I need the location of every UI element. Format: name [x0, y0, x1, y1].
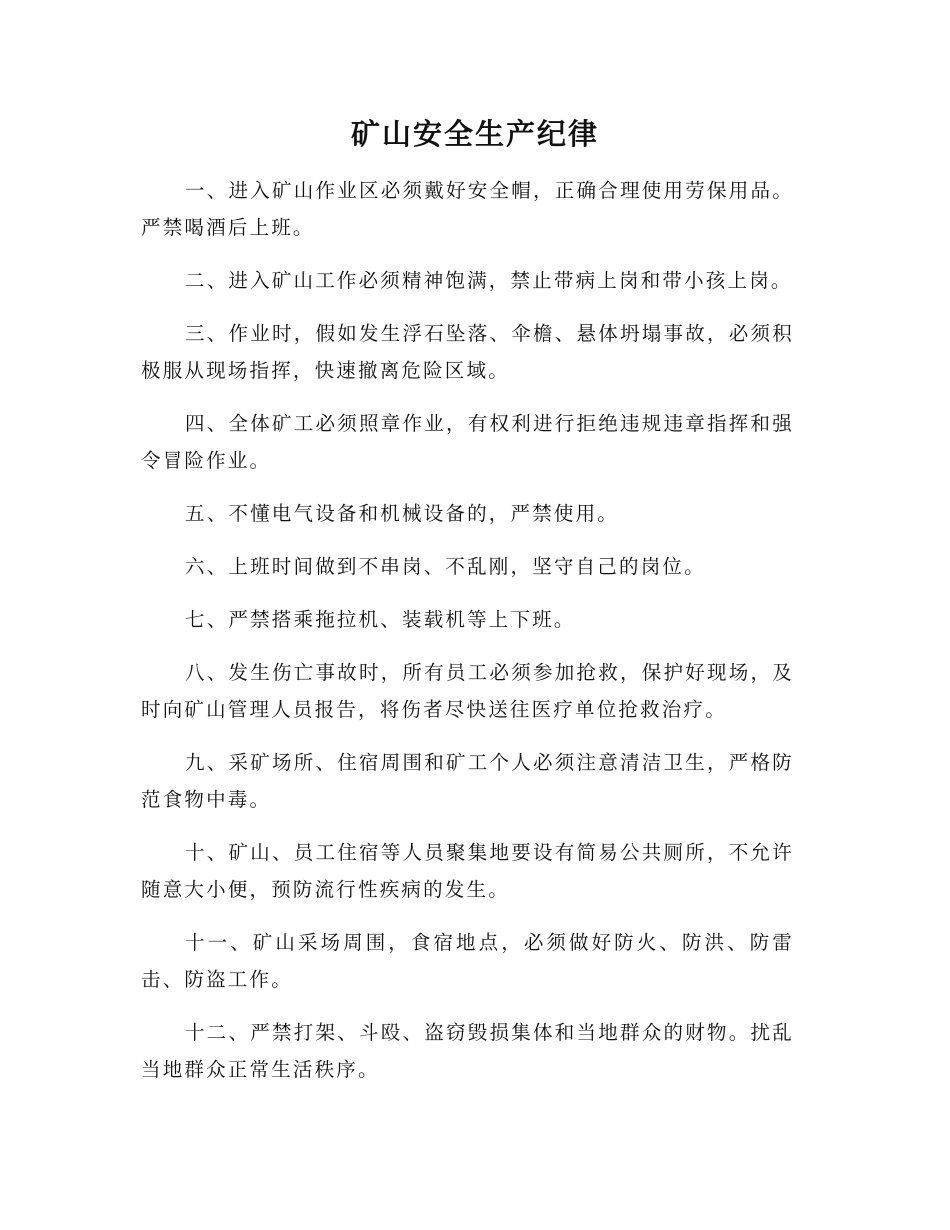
rule-paragraph-9: 九、采矿场所、住宿周围和矿工个人必须注意清洁卫生，严格防范食物中毒。: [141, 751, 794, 811]
rule-paragraph-7: 七、严禁搭乘拖拉机、装载机等上下班。: [185, 608, 576, 631]
rule-paragraph-2: 二、进入矿山工作必须精神饱满，禁止带病上岗和带小孩上岗。: [185, 269, 793, 292]
rule-paragraph-11: 十一、矿山采场周围，食宿地点，必须做好防火、防洪、防雷击、防盗工作。: [141, 931, 794, 991]
rule-paragraph-6: 六、上班时间做到不串岗、不乱刚，坚守自己的岗位。: [185, 555, 706, 578]
rule-paragraph-8: 八、发生伤亡事故时，所有员工必须参加抢救，保护好现场，及时向矿山管理人员报告，将伤者尽快送往医疗单位抢救治疗。: [141, 661, 794, 721]
document-title: 矿山安全生产纪律: [350, 117, 599, 151]
rule-paragraph-5: 五、不懂电气设备和机械设备的，严禁使用。: [185, 502, 620, 525]
rule-paragraph-4: 四、全体矿工必须照章作业，有权利进行拒绝违规违章指挥和强令冒险作业。: [141, 412, 794, 472]
rules-list: [141, 172, 794, 1088]
rule-paragraph-1: 一、进入矿山作业区必须戴好安全帽，正确合理使用劳保用品。严禁喝酒后上班。: [141, 179, 794, 239]
rule-paragraph-3: 三、作业时，假如发生浮石坠落、伞檐、悬体坍塌事故，必须积极服从现场指挥，快速撤离危险区域。: [141, 322, 794, 382]
rule-paragraph-10: 十、矿山、员工住宿等人员聚集地要设有简易公共厕所，不允许随意大小便，预防流行性疾病的发生。: [141, 841, 794, 901]
rule-paragraph-12: 十二、严禁打架、斗殴、盗窃毁损集体和当地群众的财物。扰乱当地群众正常生活秩序。: [141, 1021, 794, 1081]
